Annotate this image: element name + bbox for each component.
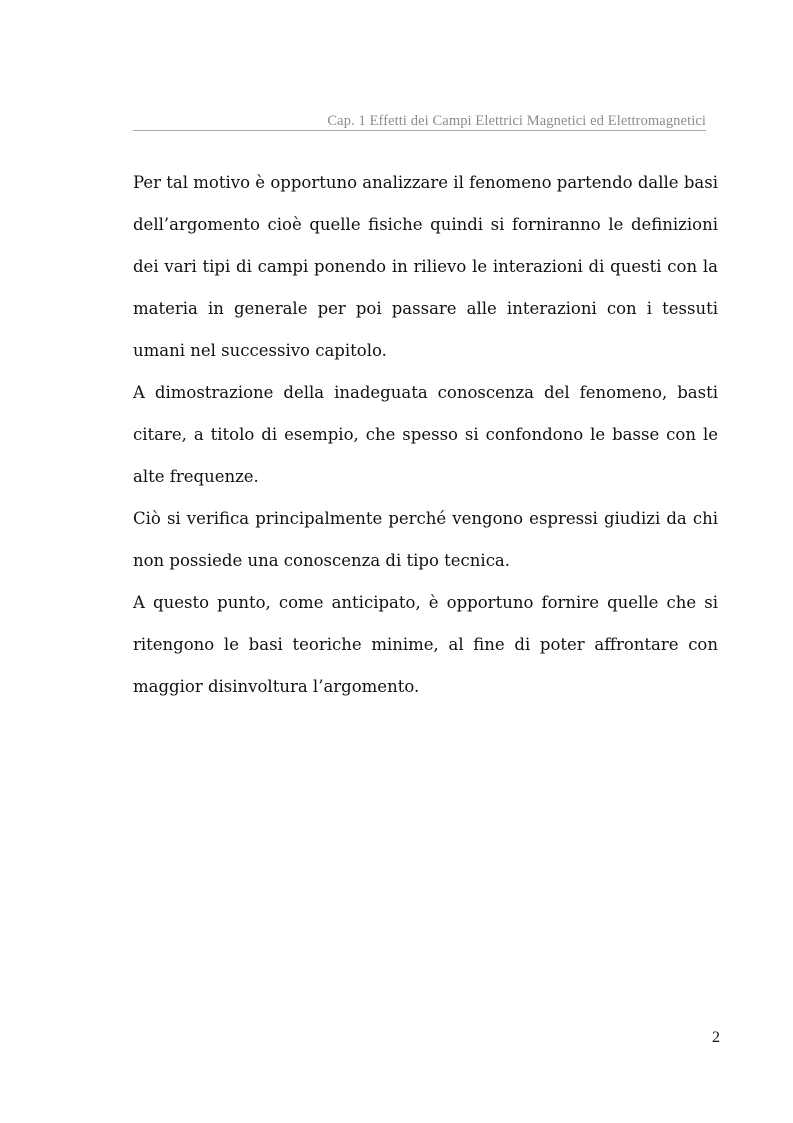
paragraph-1: Per tal motivo è opportuno analizzare il fenomeno partendo dalle basi dell’argomento cioè quelle fisiche quindi si forniranno le definizioni dei vari tipi di campi ponendo in rilievo le interazioni di questi con la materia in generale per poi passare alle interazioni con i tessuti umani nel successivo capitolo.: [133, 173, 718, 360]
running-header: Cap. 1 Effetti dei Campi Elettrici Magnetici ed Elettromagnetici: [327, 113, 706, 129]
paragraph-3: Ciò si verifica principalmente perché vengono espressi giudizi da chi non possiede una conoscenza di tipo tecnica.: [133, 509, 718, 570]
paragraph-2: A dimostrazione della inadeguata conoscenza del fenomeno, basti citare, a titolo di esempio, che spesso si confondono le basse con le alte frequenze.: [133, 383, 718, 486]
paragraph-4: A questo punto, come anticipato, è opportuno fornire quelle che si ritengono le basi teoriche minime, al fine di poter affrontare con maggior disinvoltura l’argomento.: [133, 593, 718, 696]
page-number: 2: [712, 1029, 720, 1046]
header-rule: [133, 130, 706, 131]
body-text: [133, 162, 718, 708]
